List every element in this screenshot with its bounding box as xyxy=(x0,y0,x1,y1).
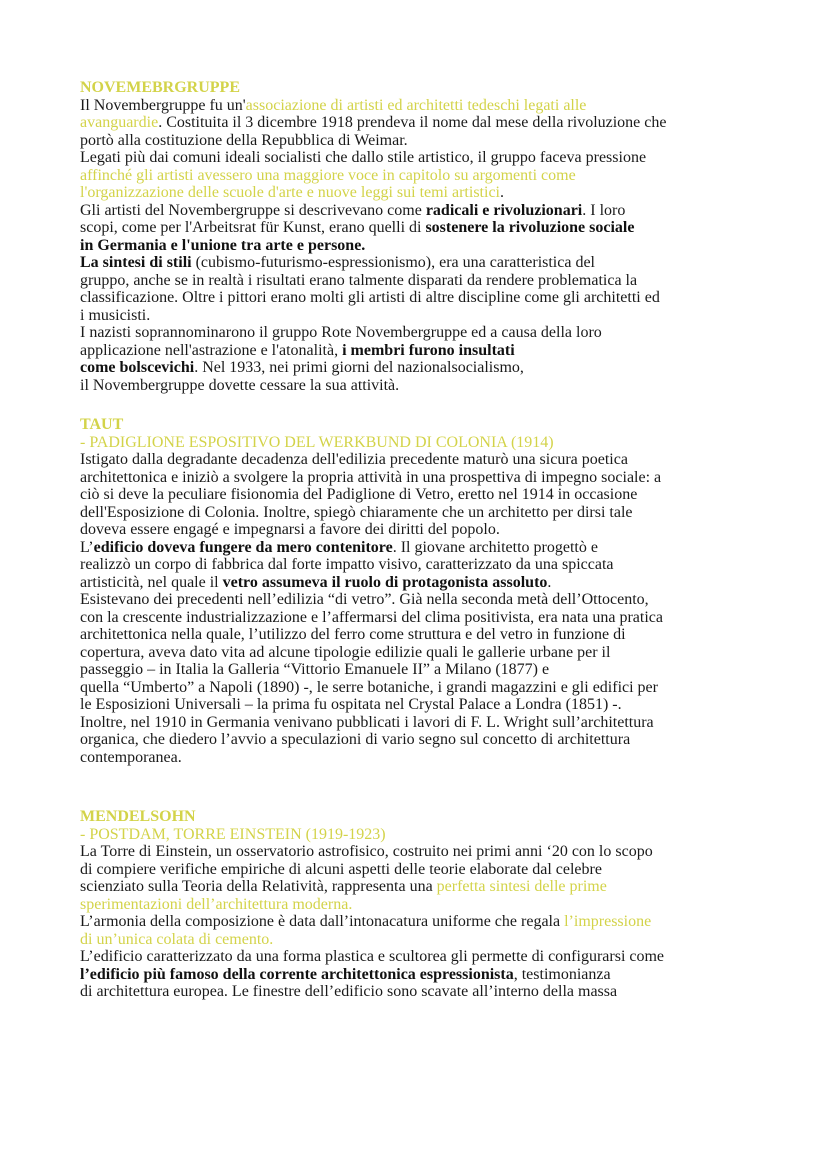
body-text: portò alla costituzione della Repubblica di Weimar. xyxy=(80,131,408,149)
text-line xyxy=(80,149,780,167)
highlighted-text: affinché gli artisti avessero una maggiore voce in capitolo su argomenti come xyxy=(80,166,576,184)
body-text: architettonica nella quale, l’utilizzo del ferro come struttura e del vetro in funzione di xyxy=(80,626,626,643)
text-line xyxy=(80,591,780,609)
body-text: . xyxy=(499,184,504,201)
body-text: . I loro xyxy=(582,201,626,219)
text-line xyxy=(80,556,780,574)
text-line xyxy=(80,289,780,307)
text-line xyxy=(80,486,780,504)
body-text: L’edificio caratterizzato da una forma plastica e scultorea gli permette di configurarsi come xyxy=(80,948,665,965)
body-text: Inoltre, nel 1910 in Germania venivano pubblicati i lavori di F. L. Wright sull’architettura xyxy=(80,713,654,731)
bold-text: come bolscevichi xyxy=(80,359,195,376)
text-line xyxy=(80,749,780,767)
text-line xyxy=(80,574,780,592)
text-line xyxy=(80,359,780,377)
body-text: di architettura europea. Le finestre dell’edificio sono scavate all’interno della massa xyxy=(80,983,618,1000)
body-text: copertura, aveva dato vita ad alcune tipologie edilizie quali le gallerie urbane per il xyxy=(80,643,611,661)
text-line xyxy=(80,714,780,732)
text-line xyxy=(80,167,780,185)
section-heading: TAUT xyxy=(80,416,124,433)
body-text: artisticità, nel quale il xyxy=(80,573,223,591)
body-text: contemporanea. xyxy=(80,748,182,766)
highlighted-text: perfetta sintesi delle prime xyxy=(436,878,607,895)
text-line xyxy=(80,931,780,949)
body-text: classificazione. Oltre i pittori erano molti gli artisti di altre discipline come gli architetti ed xyxy=(80,289,660,306)
text-line xyxy=(80,861,780,879)
text-line xyxy=(80,696,780,714)
body-text: le Esposizioni Universali – la prima fu ospitata nel Crystal Palace a Londra (1851) -. xyxy=(80,696,622,713)
highlighted-text: l’impressione xyxy=(564,913,652,930)
text-line xyxy=(80,324,780,342)
body-text: architettonica e iniziò a svolgere la propria attività in una prospettiva di impegno sociale: a xyxy=(80,468,662,486)
text-line xyxy=(80,983,780,1001)
body-text: . Costituita il 3 dicembre 1918 prendeva il nome dal mese della rivoluzione che xyxy=(158,114,667,131)
text-line xyxy=(80,843,780,861)
text-line xyxy=(80,948,780,966)
text-line xyxy=(80,878,780,896)
body-text: scopi, come per l'Arbeitsrat für Kunst, erano quelli di xyxy=(80,219,426,236)
text-line xyxy=(80,539,780,557)
text-line xyxy=(80,219,780,237)
body-text: . Nel 1933, nei primi giorni del nazionalsocialismo, xyxy=(194,359,524,376)
body-text: i musicisti. xyxy=(80,306,151,324)
body-text: Il Novembergruppe fu un' xyxy=(80,96,246,114)
text-line xyxy=(80,609,780,627)
highlighted-text: di un’unica colata di cemento. xyxy=(80,930,274,948)
body-text: scienziato sulla Teoria della Relatività, rappresenta una xyxy=(80,878,437,895)
text-line xyxy=(80,661,780,679)
text-line xyxy=(80,504,780,522)
text-line xyxy=(80,644,780,662)
text-line xyxy=(80,342,780,360)
text-line xyxy=(80,114,780,132)
body-text: dell'Esposizione di Colonia. Inoltre, spiegò chiaramente che un architetto per dirsi tale xyxy=(80,503,633,521)
body-text: (cubismo-futurismo-espressionismo), era una caratteristica del xyxy=(191,254,595,271)
text-line xyxy=(80,469,780,487)
body-text: di compiere verifiche empiriche di alcuni aspetti delle teorie elaborate dal celebre xyxy=(80,860,602,878)
bold-text: vetro assumeva il ruolo di protagonista assoluto xyxy=(222,573,548,591)
body-text: quella “Umberto” a Napoli (1890) -, le serre botaniche, i grandi magazzini e gli edifici per xyxy=(80,678,658,696)
body-text: il Novembergruppe dovette cessare la sua attività. xyxy=(80,376,400,394)
body-text: . Il giovane architetto progettò e xyxy=(392,538,598,556)
highlighted-text: sperimentazioni dell’architettura moderna. xyxy=(80,895,353,913)
text-line xyxy=(80,626,780,644)
bold-text: edificio doveva fungere da mero contenitore xyxy=(93,538,393,556)
body-text: organica, che diedero l’avvio a speculazioni di vario segno sul concetto di architettura xyxy=(80,731,631,748)
section-mendelsohn xyxy=(80,808,780,1001)
text-line xyxy=(80,237,780,255)
text-line xyxy=(80,731,780,749)
highlighted-text: l'organizzazione delle scuole d'arte e nuove leggi sui temi artistici xyxy=(80,184,500,201)
highlighted-text: associazione di artisti ed architetti tedeschi legati alle xyxy=(245,96,587,114)
text-line xyxy=(80,679,780,697)
section-taut xyxy=(80,416,780,766)
highlighted-text: avanguardie xyxy=(80,114,159,131)
body-text: . xyxy=(547,573,552,591)
section-subheading: - POSTDAM, TORRE EINSTEIN (1919-1923) xyxy=(80,825,386,843)
body-text: con la crescente industrializzazione e l’affermarsi del clima positivista, era nata una pratica xyxy=(80,608,663,626)
text-line xyxy=(80,913,780,931)
body-text: doveva essere engagé e impegnarsi a favore dei diritti del popolo. xyxy=(80,521,500,538)
text-line xyxy=(80,272,780,290)
text-line xyxy=(80,132,780,150)
text-line xyxy=(80,202,780,220)
body-text: realizzò un corpo di fabbrica dal forte impatto visivo, caratterizzato da una spiccata xyxy=(80,556,614,573)
body-text: passeggio – in Italia la Galleria “Vittorio Emanuele II” a Milano (1877) e xyxy=(80,661,550,678)
body-text: Legati più dai comuni ideali socialisti che dallo stile artistico, il gruppo faceva pressione xyxy=(80,149,647,166)
text-line xyxy=(80,254,780,272)
document-page xyxy=(80,79,780,1001)
body-text: , testimonianza xyxy=(513,965,611,983)
body-text: I nazisti soprannominarono il gruppo Rote Novembergruppe ed a causa della loro xyxy=(80,324,602,341)
body-text: gruppo, anche se in realtà i risultati erano talmente disparati da rendere problematica la xyxy=(80,271,638,289)
body-text: Gli artisti del Novembergruppe si descrivevano come xyxy=(80,201,426,219)
text-line xyxy=(80,377,780,395)
body-text: La Torre di Einstein, un osservatorio astrofisico, costruito nei primi anni ‘20 con lo scopo xyxy=(80,843,653,860)
bold-text: sostenere la rivoluzione sociale xyxy=(425,219,635,236)
text-line xyxy=(80,966,780,984)
body-text: applicazione nell'astrazione e l'atonalità, xyxy=(80,341,343,359)
text-line xyxy=(80,184,780,202)
body-text: ciò si deve la peculiare fisionomia del Padiglione di Vetro, eretto nel 1914 in occasione xyxy=(80,486,638,503)
body-text: L’ xyxy=(80,538,94,556)
body-text: L’armonia della composizione è data dall’intonacatura uniforme che regala xyxy=(80,913,565,930)
section-heading: MENDELSOHN xyxy=(80,808,196,825)
bold-text: La sintesi di stili xyxy=(80,254,192,271)
section-novembergruppe xyxy=(80,79,780,394)
text-line xyxy=(80,521,780,539)
text-line xyxy=(80,97,780,115)
text-line xyxy=(80,896,780,914)
bold-text: in Germania e l'unione tra arte e persone. xyxy=(80,236,366,254)
text-line xyxy=(80,307,780,325)
body-text: Istigato dalla degradante decadenza dell'edilizia precedente maturò una sicura poetica xyxy=(80,451,628,468)
section-subheading: - PADIGLIONE ESPOSITIVO DEL WERKBUND DI COLONIA (1914) xyxy=(80,433,554,451)
text-line xyxy=(80,451,780,469)
bold-text: l’edificio più famoso della corrente architettonica espressionista xyxy=(80,965,514,983)
bold-text: radicali e rivoluzionari xyxy=(425,201,583,219)
bold-text: i membri furono insultati xyxy=(342,341,515,359)
body-text: Esistevano dei precedenti nell’edilizia “di vetro”. Già nella seconda metà dell’Ottocento, xyxy=(80,591,649,608)
section-heading: NOVEMEBRGRUPPE xyxy=(80,79,240,96)
